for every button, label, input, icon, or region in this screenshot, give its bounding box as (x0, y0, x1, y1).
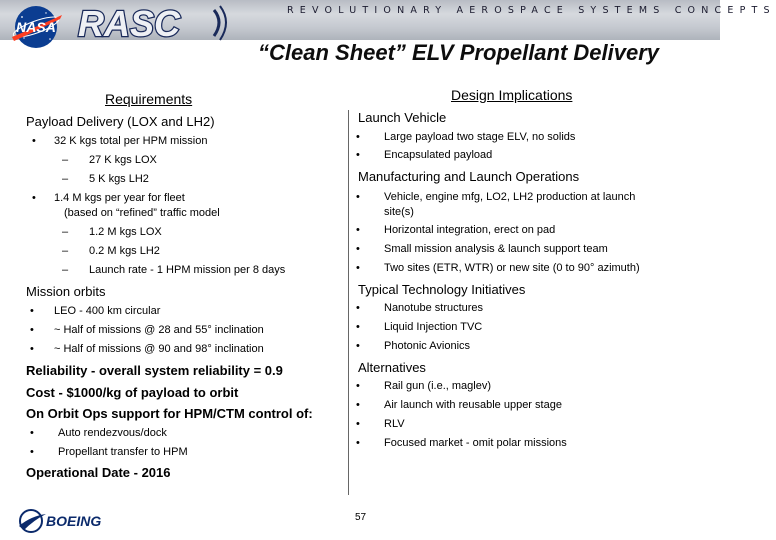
list-item: Propellant transfer to HPM (58, 446, 188, 458)
list-item: Horizontal integration, erect on pad (384, 224, 556, 236)
bullet-marker: • (356, 418, 360, 430)
bullet-marker: • (356, 437, 360, 449)
alternatives-heading: Alternatives (358, 360, 426, 375)
bullet-marker: • (30, 343, 34, 355)
cost-line: Cost - $1000/kg of payload to orbit (26, 385, 239, 400)
list-item: Encapsulated payload (384, 149, 493, 161)
list-item: Air launch with reusable upper stage (384, 399, 562, 411)
bullet-marker: • (356, 321, 360, 333)
launch-vehicle-heading: Launch Vehicle (358, 110, 447, 125)
list-item: Small mission analysis & launch support team (384, 243, 608, 255)
bullet-marker: • (356, 149, 360, 161)
list-item: Two sites (ETR, WTR) or new site (0 to 90° azimuth) (384, 262, 640, 274)
reliability-line: Reliability - overall system reliability = 0.9 (26, 363, 283, 378)
list-item: Focused market - omit polar missions (384, 437, 567, 449)
on-orbit-heading: On Orbit Ops support for HPM/CTM control of: (26, 406, 313, 421)
list-item: ~ Half of missions @ 28 and 55° inclination (54, 324, 264, 336)
list-item-continuation: (based on “refined” traffic model (64, 207, 220, 219)
bullet-marker: • (30, 324, 34, 336)
list-item: Rail gun (i.e., maglev) (384, 380, 491, 392)
bullet-marker: • (356, 380, 360, 392)
svg-text:NASA: NASA (16, 19, 56, 35)
list-item: 0.2 M kgs LH2 (89, 245, 160, 257)
bullet-marker: • (356, 340, 360, 352)
page-number: 57 (355, 512, 367, 523)
list-item: Large payload two stage ELV, no solids (384, 131, 576, 143)
list-item: 1.2 M kgs LOX (89, 226, 162, 238)
bullet-marker: • (30, 446, 34, 458)
bullet-marker: • (356, 224, 360, 236)
list-item: Auto rendezvous/dock (58, 427, 167, 439)
header-band (0, 0, 776, 44)
list-item: 27 K kgs LOX (89, 154, 157, 166)
bullet-marker: • (30, 305, 34, 317)
payload-delivery-heading: Payload Delivery (LOX and LH2) (26, 114, 215, 129)
list-item: Launch rate - 1 HPM mission per 8 days (89, 264, 286, 276)
list-item: Vehicle, engine mfg, LO2, LH2 production at launch (384, 191, 636, 203)
bullet-marker: • (356, 243, 360, 255)
list-item: 32 K kgs total per HPM mission (54, 135, 208, 147)
list-item: 5 K kgs LH2 (89, 173, 149, 185)
nasa-logo (6, 3, 68, 53)
bullet-marker: • (32, 135, 36, 147)
requirements-heading: Requirements (105, 91, 193, 107)
bullet-marker: • (32, 192, 36, 204)
manufacturing-heading: Manufacturing and Launch Operations (358, 169, 580, 184)
list-item: LEO - 400 km circular (54, 305, 161, 317)
rasc-logo (74, 2, 226, 42)
page-title: “Clean Sheet” ELV Propellant Delivery (258, 40, 660, 65)
list-item: 1.4 M kgs per year for fleet (54, 192, 185, 204)
bullet-marker: • (30, 427, 34, 439)
dash-marker: – (62, 226, 69, 238)
bullet-marker: • (356, 191, 360, 203)
dash-marker: – (62, 154, 69, 166)
svg-text:BOEING: BOEING (46, 513, 102, 529)
dash-marker: – (62, 173, 69, 185)
boeing-logo (16, 506, 134, 536)
svg-text:RASC: RASC (78, 3, 181, 44)
list-item: ~ Half of missions @ 90 and 98° inclination (54, 343, 264, 355)
list-item: RLV (384, 418, 405, 430)
bullet-marker: • (356, 302, 360, 314)
bullet-marker: • (356, 399, 360, 411)
column-divider (348, 110, 349, 495)
technology-heading: Typical Technology Initiatives (358, 282, 526, 297)
design-implications-heading: Design Implications (451, 87, 573, 103)
dash-marker: – (62, 245, 69, 257)
header-tagline: REVOLUTIONARY AEROSPACE SYSTEMS CONCEPTS (287, 5, 776, 16)
list-item-continuation: site(s) (384, 206, 414, 218)
bullet-marker: • (356, 262, 360, 274)
list-item: Photonic Avionics (384, 340, 471, 352)
list-item: Liquid Injection TVC (384, 321, 483, 333)
list-item: Nanotube structures (384, 302, 484, 314)
bullet-marker: • (356, 131, 360, 143)
operational-date: Operational Date - 2016 (26, 465, 171, 480)
dash-marker: – (62, 264, 69, 276)
mission-orbits-heading: Mission orbits (26, 284, 106, 299)
